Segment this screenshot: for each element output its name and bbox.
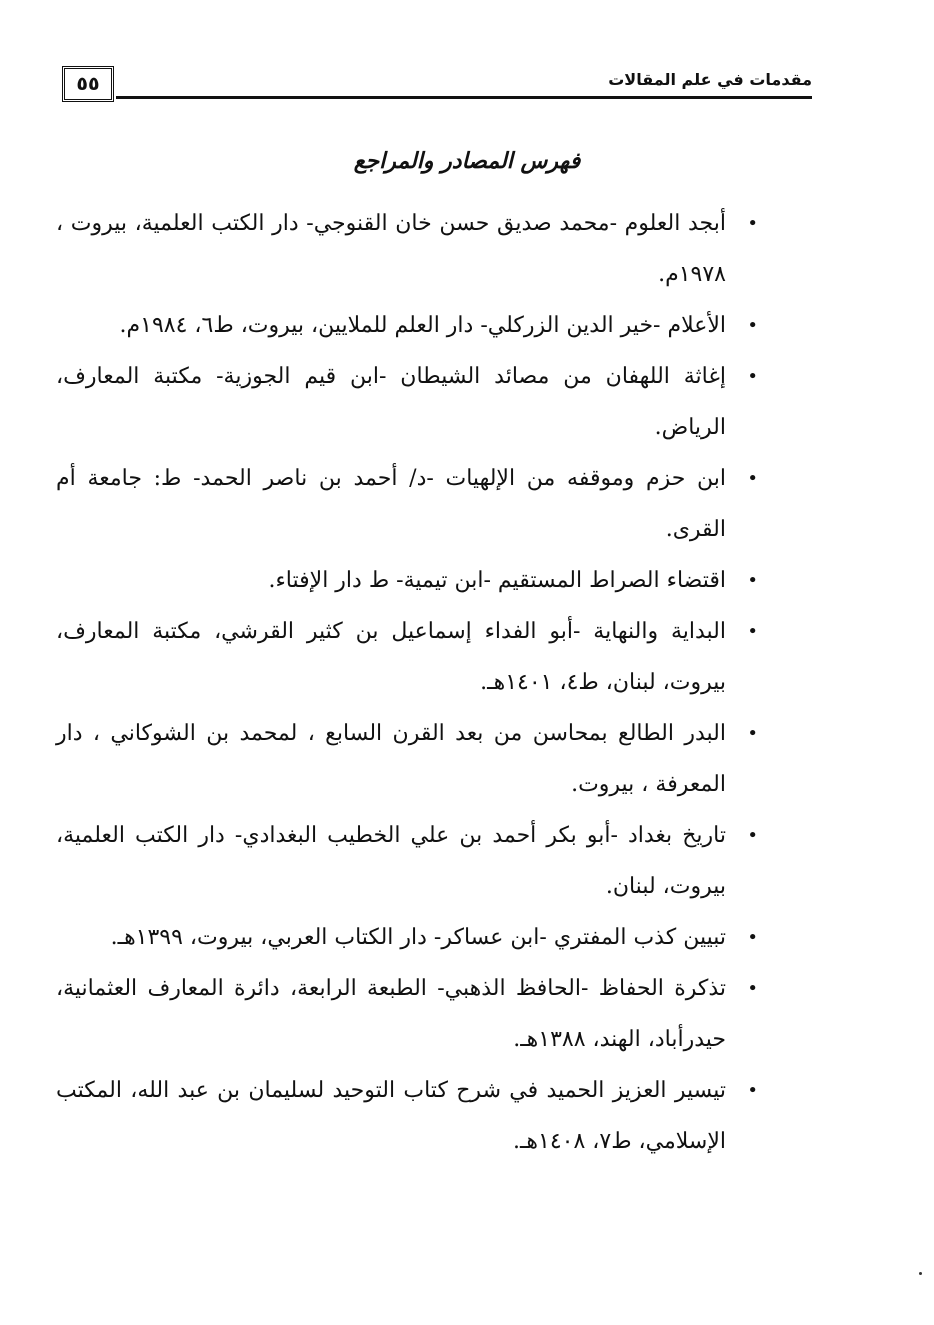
reference-entry <box>56 198 758 300</box>
bullet-icon: • <box>747 825 758 846</box>
bullet-icon: • <box>747 1080 758 1101</box>
bullet-icon: • <box>747 978 758 999</box>
reference-text: تيسير العزيز الحميد في شرح كتاب التوحيد لسليمان بن عبد الله، المكتب الإسلامي، ط٧، ١٤٠٨هـ. <box>56 1078 726 1154</box>
reference-text: البدر الطالع بمحاسن من بعد القرن السابع ، لمحمد بن الشوكاني ، دار المعرفة ، بيروت. <box>56 721 726 797</box>
reference-entry <box>56 912 758 963</box>
scan-speck <box>919 1272 922 1275</box>
reference-entry <box>56 453 758 555</box>
reference-text: تاريخ بغداد -أبو بكر أحمد بن علي الخطيب البغدادي- دار الكتب العلمية، بيروت، لبنان. <box>56 823 726 899</box>
page-number: ٥٥ <box>62 66 114 102</box>
bullet-icon: • <box>747 213 758 234</box>
page-header <box>58 62 818 106</box>
bullet-icon: • <box>747 468 758 489</box>
running-title: مقدمات في علم المقالات <box>608 70 812 89</box>
bullet-icon: • <box>747 315 758 336</box>
reference-entry <box>56 963 758 1065</box>
reference-entry <box>56 708 758 810</box>
reference-entry <box>56 606 758 708</box>
reference-text: تبيين كذب المفتري -ابن عساكر- دار الكتاب العربي، بيروت، ١٣٩٩هـ. <box>110 925 726 950</box>
reference-text: اقتضاء الصراط المستقيم -ابن تيمية- ط دار الإفتاء. <box>268 568 726 593</box>
reference-entry <box>56 810 758 912</box>
reference-text: إغاثة اللهفان من مصائد الشيطان -ابن قيم الجوزية- مكتبة المعارف، الرياض. <box>56 364 726 440</box>
bullet-icon: • <box>747 366 758 387</box>
reference-text: أبجد العلوم -محمد صديق حسن خان القنوجي- دار الكتب العلمية، بيروت ، ١٩٧٨م. <box>56 211 726 287</box>
reference-entry <box>56 351 758 453</box>
reference-text: البداية والنهاية -أبو الفداء إسماعيل بن كثير القرشي، مكتبة المعارف، بيروت، لبنان، ط٤، ١٤٠١هـ. <box>56 619 726 695</box>
bullet-icon: • <box>747 723 758 744</box>
reference-entry <box>56 300 758 351</box>
section-title: فهرس المصادر والمراجع <box>353 148 581 174</box>
reference-text: ابن حزم وموقفه من الإلهيات -د/ أحمد بن ناصر الحمد- ط: جامعة أم القرى. <box>56 466 726 542</box>
reference-text: تذكرة الحفاظ -الحافظ الذهبي- الطبعة الرابعة، دائرة المعارف العثمانية، حيدرأباد، الهند، ١٣٨٨هـ. <box>56 976 726 1052</box>
reference-text: الأعلام -خير الدين الزركلي- دار العلم للملايين، بيروت، ط٦، ١٩٨٤م. <box>119 313 726 338</box>
bullet-icon: • <box>747 570 758 591</box>
references-list <box>56 198 758 1167</box>
bullet-icon: • <box>747 621 758 642</box>
reference-entry <box>56 1065 758 1167</box>
reference-entry <box>56 555 758 606</box>
bullet-icon: • <box>747 927 758 948</box>
header-rule <box>116 96 812 99</box>
